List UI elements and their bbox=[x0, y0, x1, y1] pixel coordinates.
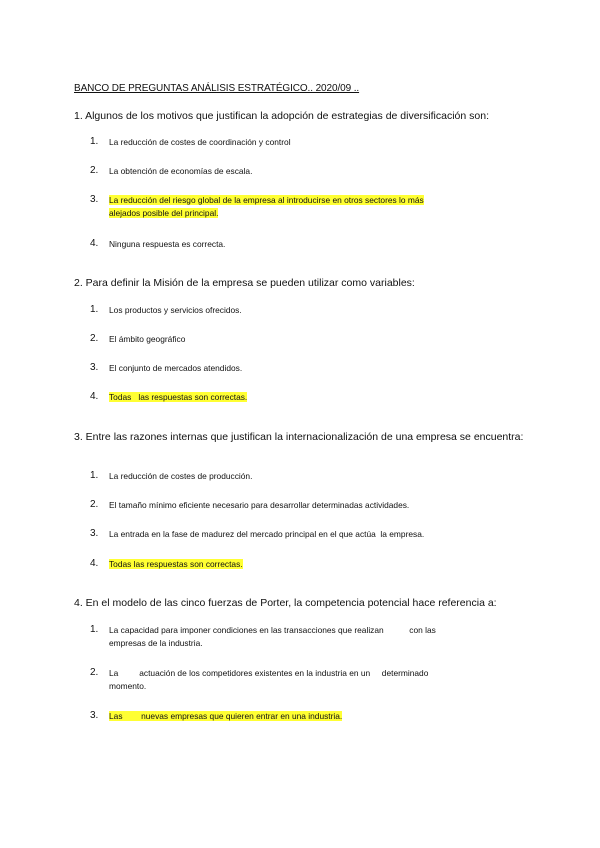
question-2: 2. Para definir la Misión de la empresa se pueden utilizar como variables: bbox=[74, 277, 415, 289]
question-1: 1. Algunos de los motivos que justifican la adopción de estrategias de diversificación son: bbox=[74, 110, 489, 122]
highlighted-answer: Todas las respuestas son correctas. bbox=[109, 559, 243, 569]
highlighted-answer: La reducción del riesgo global de la empresa al introducirse en otros sectores lo más bbox=[109, 195, 424, 205]
question-3: 3. Entre las razones internas que justifican la internacionalización de una empresa se encuentra: bbox=[74, 431, 524, 443]
question-4: 4. En el modelo de las cinco fuerzas de Porter, la competencia potencial hace referencia a: bbox=[74, 597, 497, 609]
document-title: BANCO DE PREGUNTAS ANÁLISIS ESTRATÉGICO.. 2020/09 .. bbox=[74, 83, 360, 94]
document-page: BANCO DE PREGUNTAS ANÁLISIS ESTRATÉGICO.. 2020/09 .. 1. Algunos de los motivos que justifican la adopción de estrategias de diversificación son: 1. La reducción de costes de coordinación y control 2. La obtención de economías de escala. 3. La reducción del riesgo global de la empresa al introducirse en otros sectores lo más alejados posible del principal. 4. Ninguna respuesta es correcta. 2. Para definir la Misión de la empresa se pueden utilizar como variables: 1. Los productos y servicios ofrecidos. 2. El ámbito geográfico 3. El conjunto de mercados atendidos. 4. Todas las respuestas son correctas. 3. Entre las razones internas que justifican la internacionalización de una empresa se encuentra: 1. La reducción de costes de producción. 2. El tamaño mínimo eficiente necesario para desarrollar determinadas actividades. 3. La entrada en la fase de madurez del mercado principal en el que actúa la empresa. 4. Todas las respuestas son correctas. 4. En el modelo de las cinco fuerzas de Porter, la competencia potencial hace referencia a: 1. La capacidad para imponer condiciones en las transacciones que realizan con las empresas de la industria. 2. La actuación de los competidores existentes en la industria en un determinado momento. 3. Las nuevas empresas que quieren entrar en una industria. bbox=[0, 0, 600, 848]
highlighted-answer: alejados posible del principal. bbox=[109, 208, 219, 218]
highlighted-answer: Todas las respuestas son correctas. bbox=[109, 392, 248, 402]
highlighted-answer: Las nuevas empresas que quieren entrar en una industria. bbox=[109, 711, 343, 721]
